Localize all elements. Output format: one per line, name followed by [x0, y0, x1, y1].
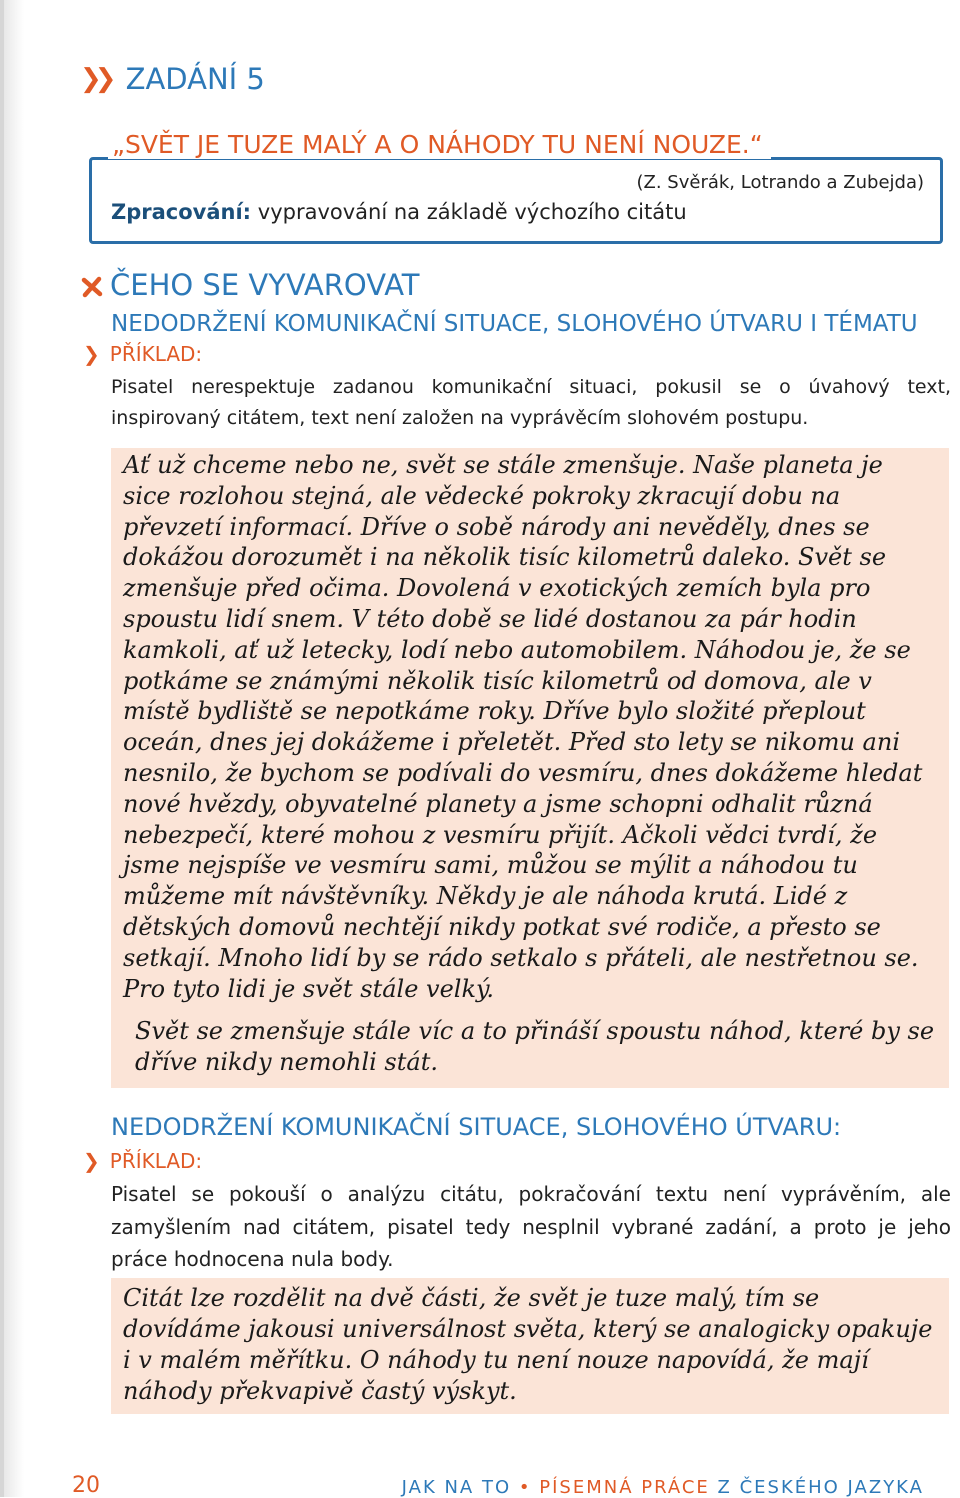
case1-sample-paragraph-1: Ať už chceme nebo ne, svět se stále zmenšuje. Naše planeta je sice rozlohou stejná, ale vědecké pokroky zkracují dobu na převzetí informací. Dříve o sobě národy ani nevěděly, dnes se dokážou dorozumět i na několik tisíc kilometrů daleko. Svět se zmenšuje před očima. Dovolená v exotických zemích byla pro spoustu lidí snem. V této době se lidé dostanou za pár hodin kamkoli, ať už letecky, lodí nebo automobilem. Náhodou je, že se potkáme se známými několik tisíc kilometrů od domova, ale v místě bydliště se nepotkáme roky. Dříve bylo složité přeplout oceán, dnes jej dokážeme i přeletět. Před sto lety se nikomu ani nesnilo, že bychom se podívali do vesmíru, dnes dokážeme hledat nové hvězdy, obyvatelné planety a jsme schopni odhalit různá nebezpečí, které mohou z vesmíru přijít. Ačkoli vědci tvrdí, že jsme nejspíše ve vesmíru sami, můžou se mýlit a náhodou tu můžeme mít návštěvníky. Někdy je ale náhoda krutá. Lidé z dětských domovů nechtějí nikdy potkat své rodiče, a přesto se setkají. Mnoho lidí by se rádo setkalo s přáteli, ale nestřetnou se. Pro tyto lidi je svět stále velký.: [123, 451, 923, 1003]
case2-example-text: PŘÍKLAD:: [109, 1149, 203, 1173]
footer-series-c: Z ČESKÉHO JAZYKA: [717, 1477, 924, 1498]
case1-heading: NEDODRŽENÍ KOMUNIKAČNÍ SITUACE, SLOHOVÉHO ÚTVARU I TÉMATU: [111, 311, 918, 337]
footer-series: [402, 1477, 924, 1498]
case2-heading: NEDODRŽENÍ KOMUNIKAČNÍ SITUACE, SLOHOVÉHO ÚTVARU:: [111, 1113, 842, 1141]
processing-text: vypravování na základě výchozího citátu: [257, 200, 687, 224]
case1-sample-paragraph-2: Svět se zmenšuje stále víc a to přináší spoustu náhod, které by se dříve nikdy nemohli stát.: [135, 1017, 935, 1077]
quote-title: „SVĚT JE TUZE MALÝ A O NÁHODY TU NENÍ NOUZE.“: [108, 130, 771, 159]
chevron-icon: ❯: [83, 1149, 100, 1173]
case1-example-text: PŘÍKLAD:: [109, 342, 203, 366]
processing-line: [111, 200, 687, 224]
case2-sample-box: [111, 1278, 949, 1414]
case2-explanation: Pisatel se pokouší o analýzu citátu, pokračování textu není vyprávěním, ale zamyšlením nad citátem, pisatel tedy nesplnil vybrané zadání, a proto je jeho práce hodnocena nula body.: [111, 1182, 951, 1271]
page-number: 20: [72, 1473, 100, 1498]
cross-icon: [81, 276, 103, 298]
quote-source: (Z. Svěrák, Lotrando a Zubejda): [636, 172, 924, 193]
page-edge-shadow: [0, 0, 24, 1497]
case2-example-label: [83, 1149, 202, 1173]
case1-explanation: Pisatel nerespektuje zadanou komunikační situaci, pokusil se o úvahový text, inspirovaný citátem, text není založen na vyprávěcím slohovém postupu.: [111, 376, 951, 429]
chevron-icon: ❯: [83, 342, 100, 366]
processing-label: Zpracování:: [111, 200, 252, 224]
footer-series-b: PÍSEMNÁ PRÁCE: [539, 1477, 710, 1498]
section-title: ČEHO SE VYVAROVAT: [110, 268, 420, 302]
footer-bullet: •: [518, 1477, 532, 1498]
assignment-label: ZADÁNÍ 5: [125, 62, 265, 96]
assignment-heading: [80, 62, 265, 96]
case2-sample-text: Citát lze rozdělit na dvě části, že svět je tuze malý, tím se dovídáme jakousi universálnost světa, který se analogicky opakuje i v malém měřítku. O náhody tu není nouze napovídá, že mají náhody překvapivě častý výskyt.: [123, 1284, 933, 1405]
case1-sample-box: [111, 448, 949, 1088]
footer-series-a: JAK NA TO: [401, 1477, 512, 1498]
double-chevron-icon: ❯❯: [80, 64, 110, 94]
case1-example-label: [83, 342, 202, 366]
